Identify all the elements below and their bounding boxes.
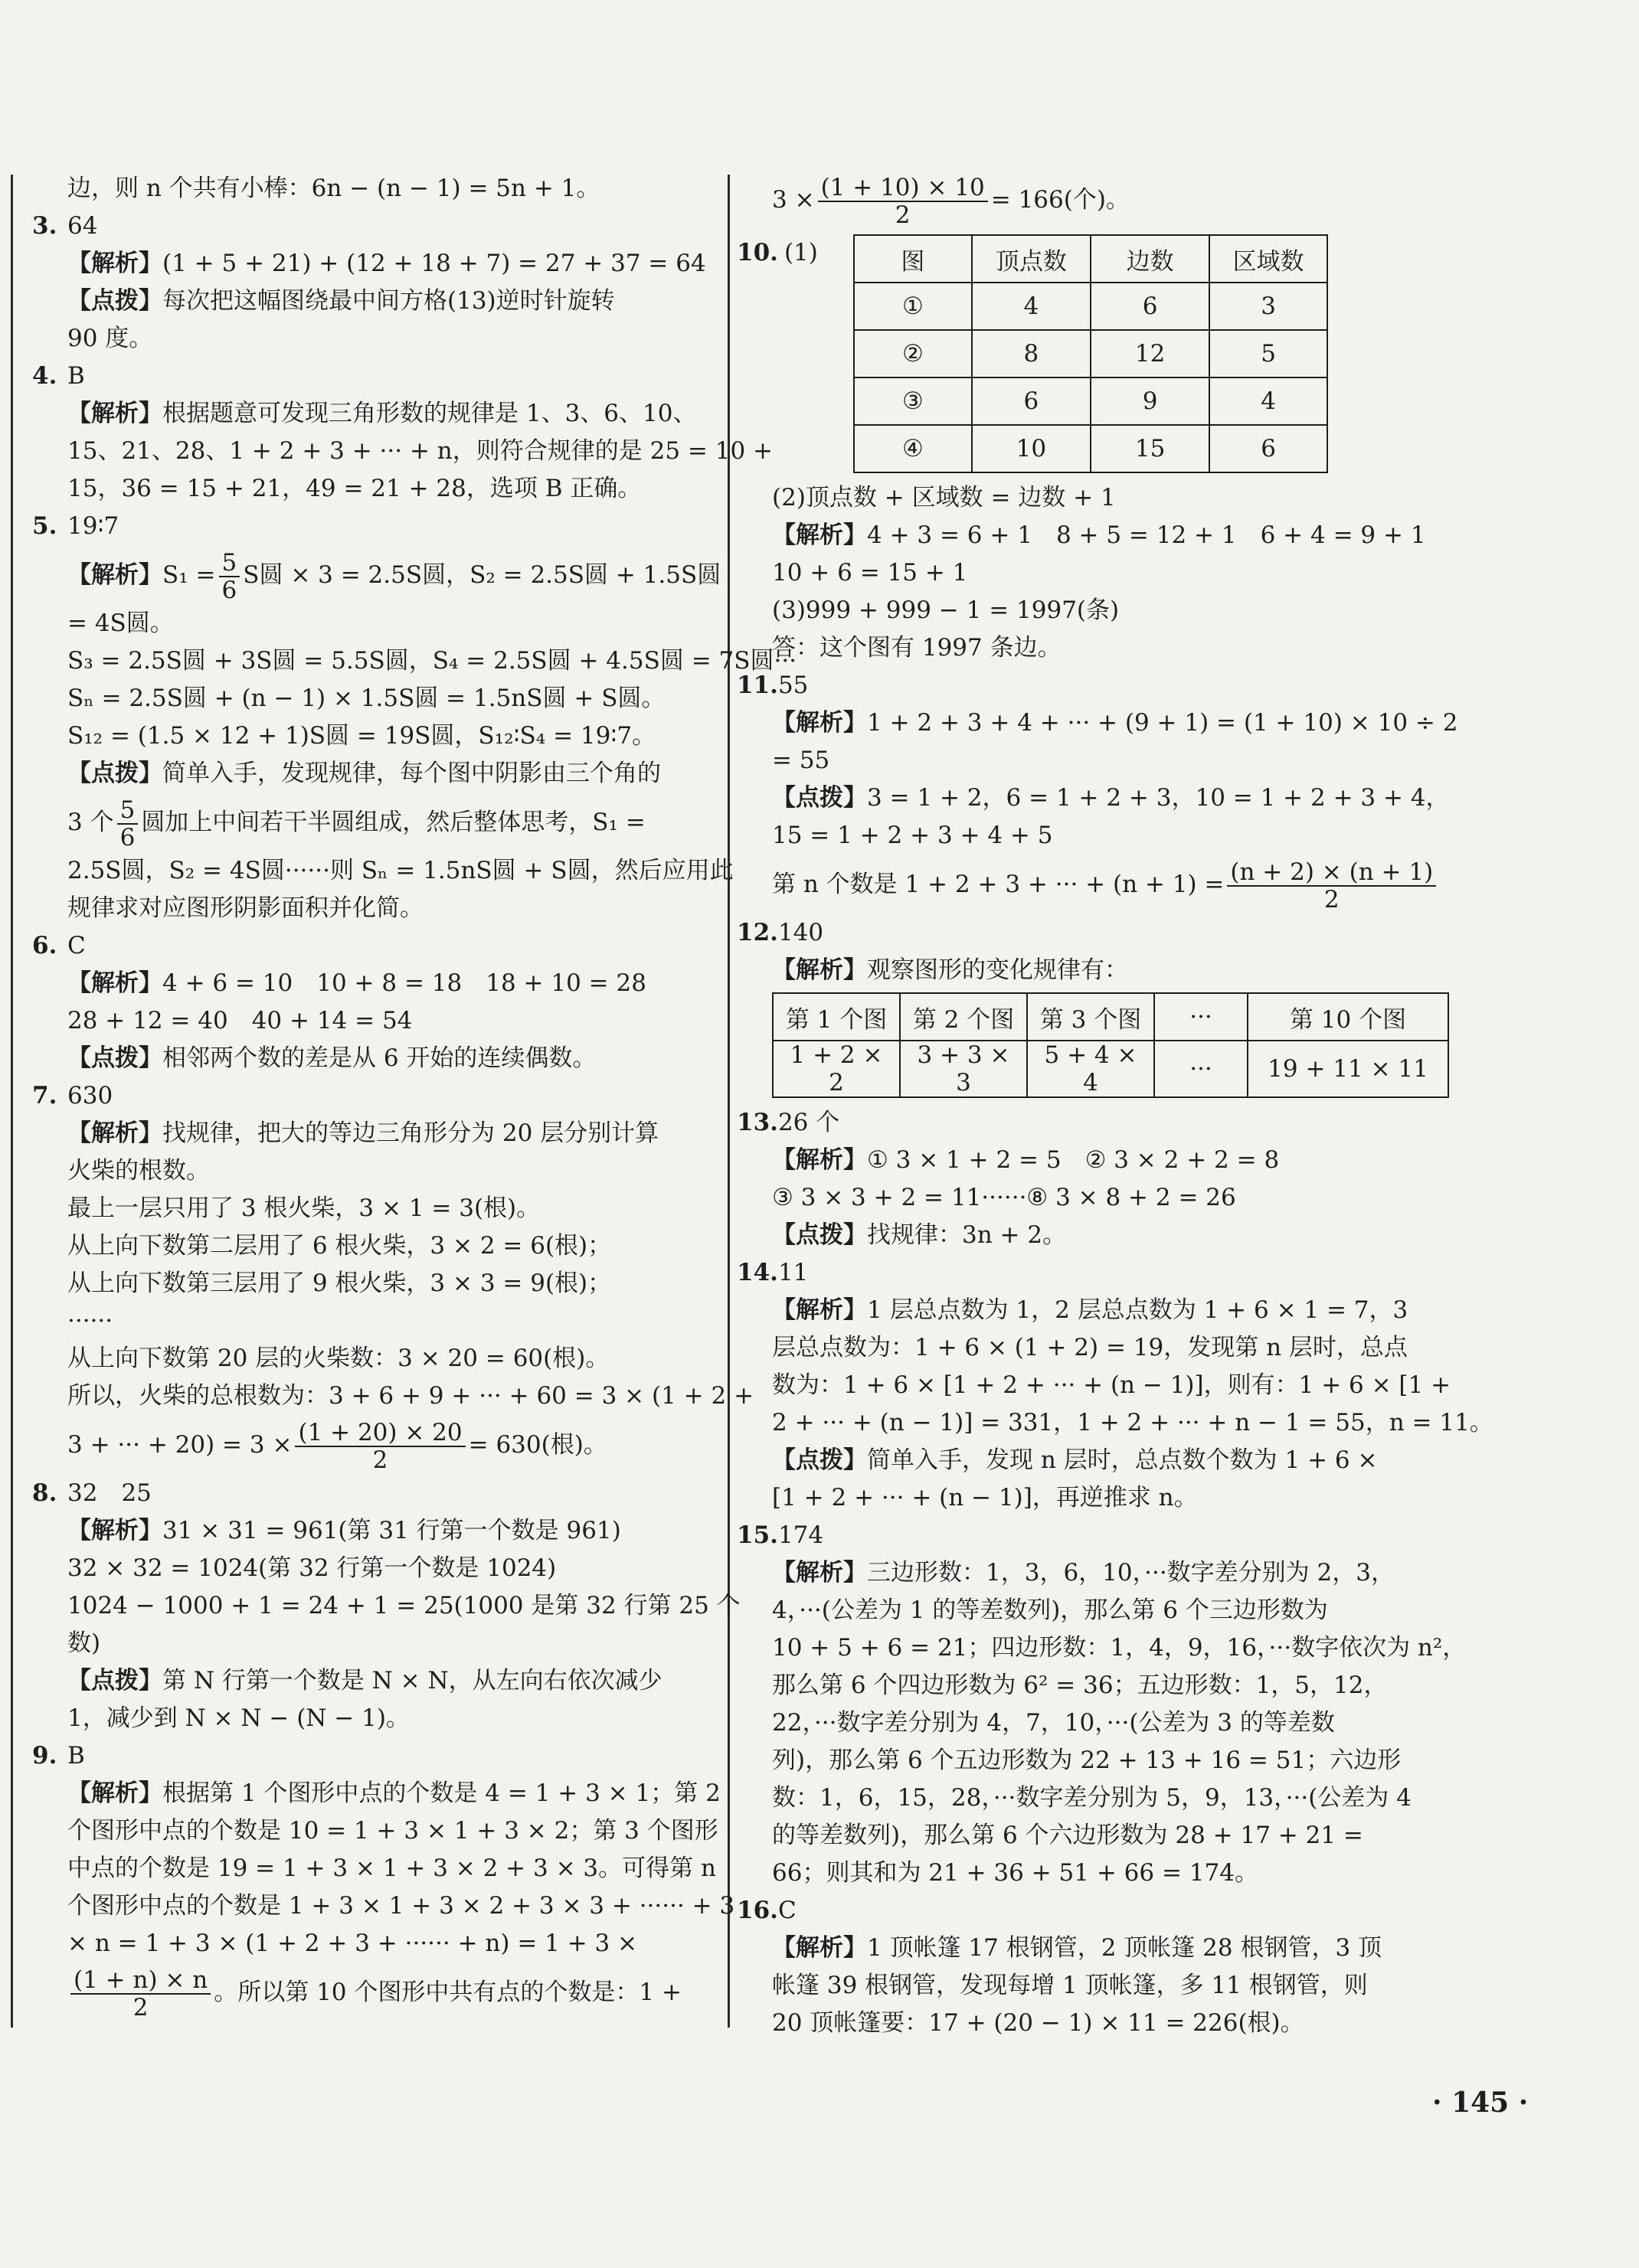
text-line: ······ <box>67 1307 113 1335</box>
text-line: 3 + ··· + 20) = 3 × $\frac{(1 + 20) \times 20}{2}$ = 630(根)。 <box>67 1418 607 1474</box>
tip-line: 【点拨】简单入手，发现规律，每个图中阴影由三个角的 <box>67 760 661 787</box>
text-line: 火柴的根数。 <box>67 1157 210 1185</box>
text-line: (2)顶点数 + 区域数 = 边数 + 1 <box>772 484 1116 511</box>
section-marker: 【解析】 <box>67 400 162 427</box>
section-marker: 【解析】 <box>67 969 162 997</box>
answer-10-label: 10. (1) <box>737 239 818 266</box>
table-row <box>854 425 1327 472</box>
answer-5: 5. 19∶7 <box>32 512 119 540</box>
answer-7: 7. 630 <box>32 1082 113 1109</box>
analysis-line: 【解析】4 + 6 = 10 10 + 8 = 18 18 + 10 = 28 <box>67 969 646 997</box>
answer-6: 6. C <box>32 932 86 959</box>
table-cell: ② <box>854 330 972 377</box>
table-header-row <box>773 993 1448 1041</box>
section-marker: 【点拨】 <box>772 1221 867 1249</box>
text-line: 10 + 5 + 6 = 21；四边形数：1，4，9，16，···数字依次为 n²， <box>772 1634 1467 1662</box>
text-line: [1 + 2 + ··· + (n − 1)]，再逆推求 n。 <box>772 1484 1198 1511</box>
text-line: 规律求对应图形阴影面积并化简。 <box>67 894 424 922</box>
text-line: 个图形中点的个数是 1 + 3 × 1 + 3 × 2 + 3 × 3 + ······ + 3 <box>67 1892 735 1920</box>
answer-14: 14.11 <box>737 1259 809 1286</box>
table-cell: ··· <box>1154 1041 1248 1097</box>
text-line: 数为：1 + 6 × [1 + 2 + ··· + (n − 1)]，则有：1 + 6 × [1 + <box>772 1371 1451 1399</box>
analysis-line: 【解析】三边形数：1，3，6，10，···数字差分别为 2，3， <box>772 1559 1395 1587</box>
answer-11: 11.55 <box>737 672 809 699</box>
table-header-cell: 第 3 个图 <box>1027 993 1154 1041</box>
figure-pattern-table <box>772 992 1449 1098</box>
text-line: 个图形中点的个数是 10 = 1 + 3 × 1 + 3 × 2；第 3 个图形 <box>67 1817 718 1845</box>
tip-line: 【点拨】第 N 行第一个数是 N × N，从左向右依次减少 <box>67 1667 662 1694</box>
table-header-cell: 区域数 <box>1209 235 1327 283</box>
analysis-line: 【解析】根据第 1 个图形中点的个数是 4 = 1 + 3 × 1；第 2 <box>67 1779 721 1807</box>
table-row <box>854 283 1327 330</box>
text-line: 10 + 6 = 15 + 1 <box>772 559 968 587</box>
tip-line: 【点拨】相邻两个数的差是从 6 开始的连续偶数。 <box>67 1044 597 1072</box>
fraction: $\frac{(1 + 20) \times 20}{2}$ <box>295 1420 465 1473</box>
section-marker: 【解析】 <box>772 1559 867 1587</box>
right-column <box>737 170 1493 2042</box>
page-number: · 145 · <box>1432 2087 1529 2119</box>
vertex-edge-region-table <box>853 234 1328 473</box>
text-line: 答：这个图有 1997 条边。 <box>772 634 1062 662</box>
tip-line: 【点拨】每次把这幅图绕最中间方格(13)逆时针旋转 <box>67 287 615 315</box>
section-marker: 【点拨】 <box>67 760 162 787</box>
table-cell: 10 <box>972 425 1091 472</box>
table-cell: 9 <box>1091 377 1209 425</box>
analysis-line: 【解析】(1 + 5 + 21) + (12 + 18 + 7) = 27 + 37 = 64 <box>67 250 706 277</box>
table-header-cell: 第 2 个图 <box>900 993 1027 1041</box>
fraction: $\frac{5}{6}$ <box>219 550 240 603</box>
table-header-cell: ··· <box>1154 993 1248 1041</box>
text-line: 22，···数字差分别为 4，7，10，···(公差为 3 的等差数 <box>772 1709 1335 1737</box>
text-line: Sₙ = 2.5S圆 + (n − 1) × 1.5S圆 = 1.5nS圆 + S圆。 <box>67 685 666 712</box>
text-line: 从上向下数第三层用了 9 根火柴，3 × 3 = 9(根)； <box>67 1270 612 1297</box>
text-line: 最上一层只用了 3 根火柴，3 × 1 = 3(根)。 <box>67 1194 541 1222</box>
text-line: 90 度。 <box>67 325 153 352</box>
table-cell: 6 <box>1209 425 1327 472</box>
analysis-line: 【解析】根据题意可发现三角形数的规律是 1、3、6、10、 <box>67 400 697 427</box>
table-row <box>854 330 1327 377</box>
text-line: 3 × $\frac{(1 + 10) \times 10}{2}$ = 166(个)。 <box>772 173 1130 229</box>
answer-13: 13.26 个 <box>737 1109 840 1136</box>
left-margin-rule <box>11 175 13 2028</box>
table-cell: ① <box>854 283 972 330</box>
text-line: 32 × 32 = 1024(第 32 行第一个数是 1024) <box>67 1554 557 1582</box>
tip-line: 【点拨】3 = 1 + 2，6 = 1 + 2 + 3，10 = 1 + 2 + 3 + 4， <box>772 784 1450 812</box>
text-line: S₃ = 2.5S圆 + 3S圆 = 5.5S圆，S₄ = 2.5S圆 + 4.5S圆 = 7S圆··· <box>67 647 797 675</box>
text-line: 4，···(公差为 1 的等差数列)，那么第 6 个三边形数为 <box>772 1596 1328 1624</box>
text-line: 帐篷 39 根钢管，发现每增 1 顶帐篷，多 11 根钢管，则 <box>772 1972 1368 1999</box>
answer-9: 9. B <box>32 1742 85 1770</box>
text-line: 从上向下数第二层用了 6 根火柴，3 × 2 = 6(根)； <box>67 1232 612 1260</box>
section-marker: 【点拨】 <box>67 1044 162 1072</box>
table-cell: 4 <box>1209 377 1327 425</box>
section-marker: 【解析】 <box>67 250 162 277</box>
section-marker: 【点拨】 <box>67 287 162 315</box>
text-line: ③ 3 × 3 + 2 = 11······⑧ 3 × 8 + 2 = 26 <box>772 1184 1236 1211</box>
table-cell: 5 + 4 × 4 <box>1027 1041 1154 1097</box>
text-line: 3 个 $\frac{5}{6}$ 圆加上中间若干半圆组成，然后整体思考，S₁ = <box>67 796 646 851</box>
text-line: 层总点数为：1 + 6 × (1 + 2) = 19，发现第 n 层时，总点 <box>772 1334 1408 1361</box>
section-marker: 【解析】 <box>67 1517 162 1544</box>
analysis-line: 【解析】1 层总点数为 1，2 层总点数为 1 + 6 × 1 = 7，3 <box>772 1296 1408 1324</box>
answer-10 <box>737 234 1449 473</box>
text-line: 28 + 12 = 40 40 + 14 = 54 <box>67 1007 413 1034</box>
text-line: (3)999 + 999 − 1 = 1997(条) <box>772 596 1120 624</box>
table-cell: 1 + 2 × 2 <box>773 1041 900 1097</box>
section-marker: 【点拨】 <box>772 1446 867 1474</box>
section-marker: 【解析】 <box>67 1779 162 1807</box>
text-line: 所以，火柴的总根数为：3 + 6 + 9 + ··· + 60 = 3 × (1 + 2 + <box>67 1382 754 1410</box>
text-line: 列)，那么第 6 个五边形数为 22 + 13 + 16 = 51；六边形 <box>772 1747 1402 1774</box>
text-line: 66；则其和为 21 + 36 + 51 + 66 = 174。 <box>772 1859 1258 1887</box>
section-marker: 【解析】 <box>772 1146 867 1174</box>
table-cell: 6 <box>972 377 1091 425</box>
table-cell: 8 <box>972 330 1091 377</box>
table-cell: 3 + 3 × 3 <box>900 1041 1027 1097</box>
table-header-cell: 第 1 个图 <box>773 993 900 1041</box>
answer-4: 4. B <box>32 362 85 390</box>
fraction: $\frac{5}{6}$ <box>117 797 139 851</box>
section-marker: 【解析】 <box>67 561 162 589</box>
answer-12: 12.140 <box>737 919 824 946</box>
table-cell: ③ <box>854 377 972 425</box>
text-line: 20 顶帐篷要：17 + (20 − 1) × 11 = 226(根)。 <box>772 2009 1304 2037</box>
section-marker: 【解析】 <box>772 1934 867 1962</box>
text-line: × n = 1 + 3 × (1 + 2 + 3 + ······ + n) = 1 + 3 × <box>67 1930 638 1957</box>
table-cell: 12 <box>1091 330 1209 377</box>
text-line: 数：1，6，15，28，···数字差分别为 5，9，13，···(公差为 4 <box>772 1784 1412 1812</box>
analysis-line: 【解析】1 + 2 + 3 + 4 + ··· + (9 + 1) = (1 + 10) × 10 ÷ 2 <box>772 709 1458 737</box>
section-marker: 【解析】 <box>772 956 867 984</box>
text-line: 2 + ··· + (n − 1)] = 331，1 + 2 + ··· + n − 1 = 55，n = 11。 <box>772 1409 1493 1436</box>
table-cell: 6 <box>1091 283 1209 330</box>
section-marker: 【解析】 <box>772 709 867 737</box>
table-cell: 4 <box>972 283 1091 330</box>
text-line: 2.5S圆，S₂ = 4S圆······则 Sₙ = 1.5nS圆 + S圆，然后应用此 <box>67 857 734 884</box>
section-marker: 【解析】 <box>772 1296 867 1324</box>
section-marker: 【点拨】 <box>772 784 867 812</box>
table-cell: 15 <box>1091 425 1209 472</box>
text-line: 15，36 = 15 + 21，49 = 21 + 28，选项 B 正确。 <box>67 475 642 502</box>
text-line: 1，减少到 N × N − (N − 1)。 <box>67 1704 410 1732</box>
analysis-line: 【解析】1 顶帐篷 17 根钢管，2 顶帐篷 28 根钢管，3 顶 <box>772 1934 1382 1962</box>
text-line: 从上向下数第 20 层的火柴数：3 × 20 = 60(根)。 <box>67 1345 610 1372</box>
analysis-line: 【解析】S₁ = $\frac{5}{6}$ S圆 × 3 = 2.5S圆，S₂ = 2.5S圆 + 1.5S圆 <box>67 548 721 604</box>
text-line: 第 n 个数是 1 + 2 + 3 + ··· + (n + 1) = $\frac{(n + 2) \times (n + 1)}{2}$ <box>737 855 1449 914</box>
text-line: 数) <box>67 1629 101 1657</box>
analysis-line: 【解析】观察图形的变化规律有： <box>772 956 1128 984</box>
table-header-cell: 图 <box>854 235 972 283</box>
table-cell: 19 + 11 × 11 <box>1248 1041 1448 1097</box>
text-line: 15、21、28、1 + 2 + 3 + ··· + n，则符合规律的是 25 = 10 + <box>67 437 774 465</box>
answer-3: 3. 64 <box>32 212 98 240</box>
section-marker: 【解析】 <box>772 521 867 549</box>
fraction: $\frac{(1 + 10) \times 10}{2}$ <box>818 175 988 228</box>
text-line: 中点的个数是 19 = 1 + 3 × 1 + 3 × 2 + 3 × 3。可得第 n <box>67 1855 716 1882</box>
analysis-line: 【解析】4 + 3 = 6 + 1 8 + 5 = 12 + 1 6 + 4 = 9 + 1 <box>772 521 1426 549</box>
section-marker: 【点拨】 <box>67 1667 162 1694</box>
text-line: 那么第 6 个四边形数为 6² = 36；五边形数：1，5，12， <box>772 1672 1388 1699</box>
analysis-line: 【解析】找规律，把大的等边三角形分为 20 层分别计算 <box>67 1119 659 1147</box>
text-line: 1024 − 1000 + 1 = 24 + 1 = 25(1000 是第 32 行第 25 个 <box>67 1592 741 1619</box>
table-cell: 3 <box>1209 283 1327 330</box>
table-header-cell: 边数 <box>1091 235 1209 283</box>
table-cell: 5 <box>1209 330 1327 377</box>
fraction: $\frac{(n + 2) \times (n + 1)}{2}$ <box>1227 859 1436 913</box>
table-header-cell: 第 10 个图 <box>1248 993 1448 1041</box>
table-cell: ④ <box>854 425 972 472</box>
text-line: S₁₂ = (1.5 × 12 + 1)S圆 = 19S圆，S₁₂∶S₄ = 19∶7。 <box>67 722 656 750</box>
text-line: 的等差数列)，那么第 6 个六边形数为 28 + 17 + 21 = <box>772 1822 1363 1849</box>
tip-line: 【点拨】简单入手，发现 n 层时，总点数个数为 1 + 6 × <box>772 1446 1378 1474</box>
table-row <box>854 377 1327 425</box>
text-line: = 4S圆。 <box>67 609 174 637</box>
analysis-line: 【解析】① 3 × 1 + 2 = 5 ② 3 × 2 + 2 = 8 <box>772 1146 1280 1174</box>
analysis-line: 【解析】31 × 31 = 961(第 31 行第一个数是 961) <box>67 1517 621 1544</box>
table-header-row <box>854 235 1327 283</box>
section-marker: 【解析】 <box>67 1119 162 1147</box>
text-line: $\frac{(1 + n) \times n}{2}$ 。所以第 10 个图形中共有点的个数是：1 + <box>32 1962 720 2022</box>
answer-15: 15.174 <box>737 1521 824 1549</box>
table-header-cell: 顶点数 <box>972 235 1091 283</box>
tip-line: 【点拨】找规律：3n + 2。 <box>772 1221 1067 1249</box>
text-line: 边，则 n 个共有小棒：6n − (n − 1) = 5n + 1。 <box>67 175 600 202</box>
fraction: $\frac{(1 + n) \times n}{2}$ <box>70 1967 211 2021</box>
answer-16: 16.C <box>737 1897 797 1924</box>
text-line: 15 = 1 + 2 + 3 + 4 + 5 <box>772 822 1053 849</box>
answer-8: 8. 32 25 <box>32 1479 152 1507</box>
table-row <box>773 1041 1448 1097</box>
text-line: = 55 <box>772 747 830 774</box>
